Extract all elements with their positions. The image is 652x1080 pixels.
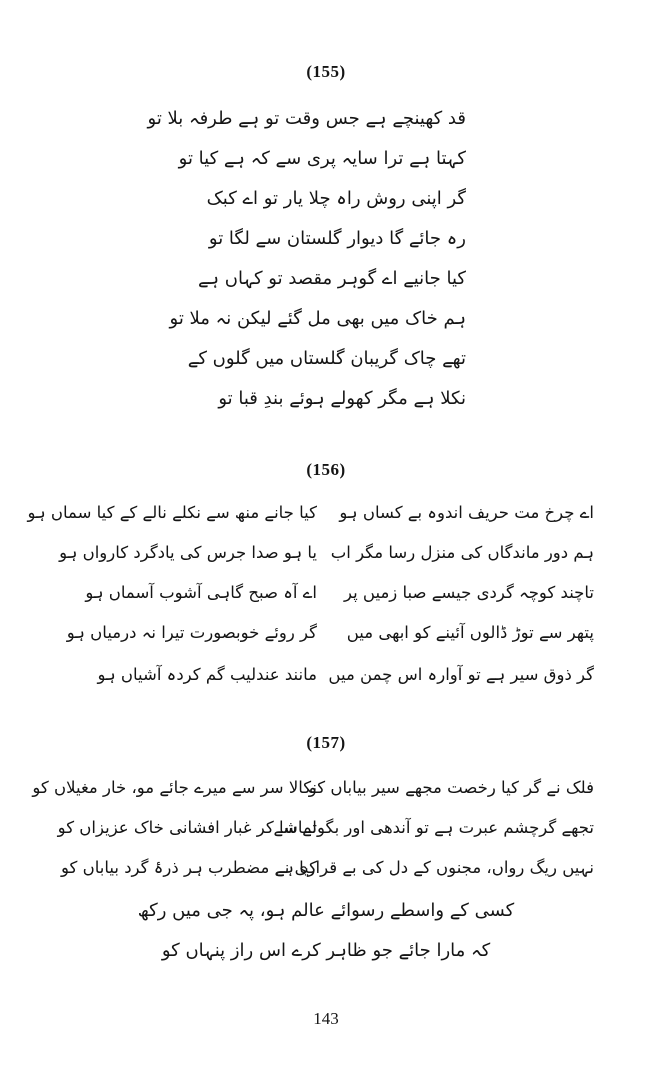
verse-misra: ہم دور ماندگاں کی منزل رسا مگر اب: [330, 543, 594, 562]
poem-number: (156): [306, 460, 346, 479]
verse-line: رہ جائے گا دیوار گلستان سے لگا تو: [208, 228, 466, 249]
verse-line-centered: کہ مارا جائے جو ظاہر کرے اس راز پنہاں کو: [161, 940, 491, 961]
verse-line: کہتا ہے ترا سایہ پری سے کہ ہے کیا تو: [178, 148, 466, 169]
poem-number: (155): [306, 62, 346, 81]
verse-misra: گر ذوق سیر ہے تو آوارہ اس چمن میں: [328, 665, 594, 684]
verse-misra: اے آہ صبح گاہی آشوب آسماں ہو: [85, 583, 317, 602]
verse-line-centered: کسی کے واسطے رسوائے عالم ہو، پہ جی میں رکھ: [137, 900, 515, 921]
verse-misra: پتھر سے توڑ ڈالوں آئینے کو ابھی میں: [346, 623, 594, 642]
verse-misra: اے چرخ مت حریف اندوہ بے کساں ہو: [339, 503, 594, 522]
verse-misra: تماشا کر غبار افشانی خاک عزیزاں کو: [57, 818, 317, 837]
verse-line: قد کھینچے ہے جس وقت تو ہے طرفہ بلا تو: [147, 108, 466, 129]
verse-line: نکلا ہے مگر کھولے ہوئے بندِ قبا تو: [218, 388, 466, 409]
verse-line: گر اپنی روش راہ چلا یار تو اے کبک: [206, 188, 466, 209]
verse-misra: کیا ہے مضطرب ہر ذرۂ گرد بیاباں کو: [60, 858, 317, 877]
verse-misra: نکالا سر سے میرے جائے مو، خار مغیلاں کو: [32, 778, 317, 797]
verse-misra: یا ہو صدا جرس کی یادگرد کارواں ہو: [59, 543, 317, 562]
verse-misra: کیا جانے منھ سے نکلے نالے کے کیا سماں ہو: [27, 503, 317, 522]
verse-misra: تاچند کوچہ گردی جیسے صبا زمیں پر: [343, 583, 594, 602]
page-number: 143: [313, 1009, 339, 1028]
verse-line: تھے چاک گریبان گلستاں میں گلوں کے: [187, 348, 466, 369]
verse-misra: فلک نے گر کیا رخصت مجھے سیر بیاباں کو: [308, 778, 594, 797]
poem-number: (157): [306, 733, 346, 752]
verse-misra: مانند عندلیب گم کردہ آشیاں ہو: [97, 665, 317, 684]
verse-line: ہم خاک میں بھی مل گئے لیکن نہ ملا تو: [169, 308, 466, 329]
verse-misra: گر روئے خوبصورت تیرا نہ درمیاں ہو: [66, 623, 317, 642]
verse-misra: تجھے گرچشم عبرت ہے تو آندھی اور بگولے سے: [273, 818, 594, 837]
verse-misra: نہیں ریگ رواں، مجنوں کے دل کی بے قراری نے: [275, 858, 594, 877]
verse-line: کیا جانیے اے گوہر مقصد تو کہاں ہے: [197, 268, 466, 289]
